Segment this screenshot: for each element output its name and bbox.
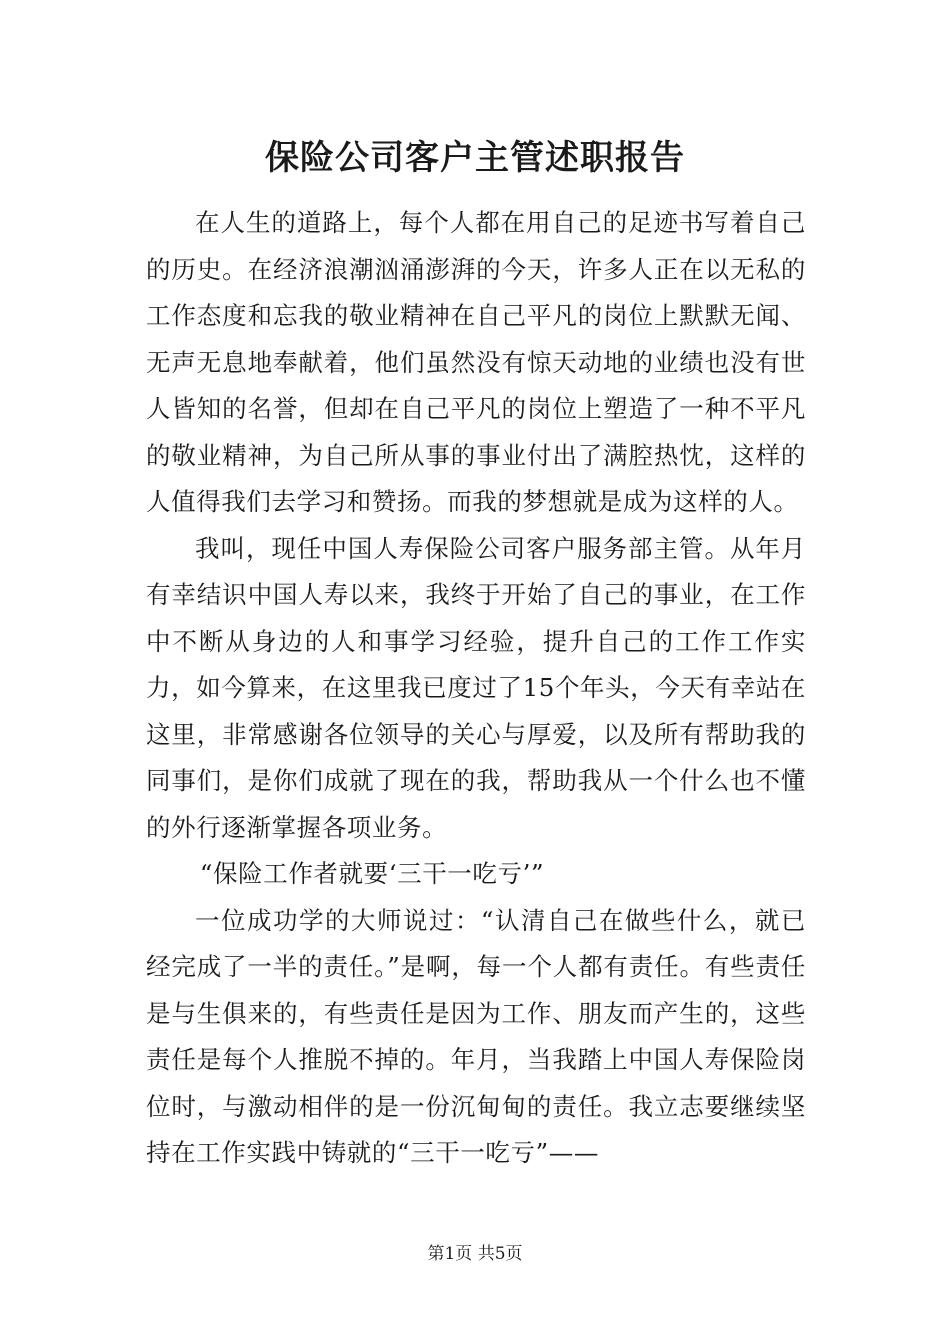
- paragraph-responsibility: 一位成功学的大师说过：“认清自己在做些什么，就已经完成了一半的责任。”是啊，每一个人都有责任。有些责任是与生俱来的，有些责任是因为工作、朋友而产生的，这些责任是每个人推脱不掉的。年月，当我踏上中国人寿保险岗位时，与激动相伴的是一份沉甸甸的责任。我立志要继续坚持在工作实践中铸就的“三干一吃亏”——: [146, 905, 806, 1167]
- page-number-footer: 第1页 共5页: [427, 1244, 523, 1264]
- section-heading: “保险工作者就要‘三干一吃亏’”: [199, 859, 545, 888]
- document-title: 保险公司客户主管述职报告: [265, 138, 685, 178]
- paragraph-intro: 在人生的道路上，每个人都在用自己的足迹书写着自己的历史。在经济浪潮汹涌澎湃的今天，许多人正在以无私的工作态度和忘我的敬业精神在自己平凡的岗位上默默无闻、无声无息地奉献着，他们虽然没有惊天动地的业绩也没有世人皆知的名誉，但却在自己平凡的岗位上塑造了一种不平凡的敬业精神，为自己所从事的事业付出了满腔热忱，这样的人值得我们去学习和赞扬。而我的梦想就是成为这样的人。: [146, 208, 806, 516]
- document-body: [146, 200, 806, 1177]
- paragraph-self-introduction: 我叫，现任中国人寿保险公司客户服务部主管。从年月有幸结识中国人寿以来，我终于开始了自己的事业，在工作中不断从身边的人和事学习经验，提升自己的工作工作实力，如今算来，在这里我已度过了15个年头，今天有幸站在这里，非常感谢各位领导的关心与厚爱，以及所有帮助我的同事们，是你们成就了现在的我，帮助我从一个什么也不懂的外行逐渐掌握各项业务。: [146, 533, 806, 842]
